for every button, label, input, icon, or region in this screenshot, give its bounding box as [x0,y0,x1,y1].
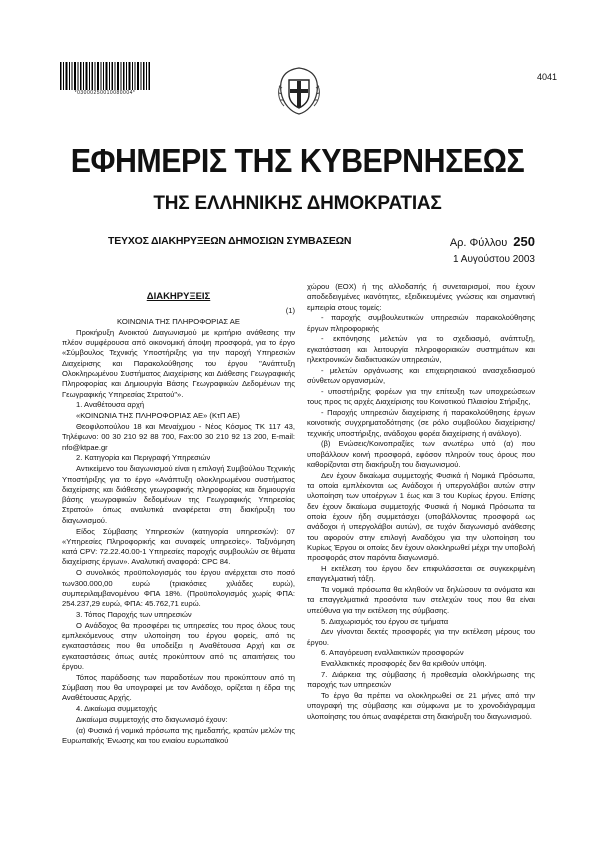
gazette-title: ΕΦΗΜΕΡΙΣ ΤΗΣ ΚΥΒΕΡΝΗΣΕΩΣ [70,142,525,179]
paragraph: 5. Διαχωρισμός του έργου σε τμήματα [321,616,449,626]
paragraph: «ΚΟΙΝΩΝΙΑ ΤΗΣ ΠΛΗΡΟΦΟΡΙΑΣ ΑΕ» (ΚτΠ ΑΕ) [76,411,240,421]
paragraph: Δεν γίνονται δεκτές προσφορές για την εκτέλεση μέρους του έργου. [307,627,535,647]
paragraph: 4. Δικαίωμα συμμετοχής [76,704,158,714]
right-column [307,282,535,722]
paragraph: - υποστήριξης φορέων για την επίτευξη των υποχρεώσεων τους προς τις αρχές Διαχείρισης του Κοινοτικού Πλαισίου Στήριξης, [307,386,535,407]
paragraph: Ο Ανάδοχος θα προσφέρει τις υπηρεσίες του προς όλους τους εμπλεκόμενους στην υλοποίηση του έργου φορείς, από τις εγκαταστάσεις που θα υποδείξει η Αναθέτουσα Αρχή και σε εγκαταστάσεις όπως αυτές προκύπτουν από τις απαιτήσεις του έργου. [62,620,295,671]
paragraph: - παροχής συμβουλευτικών υπηρεσιών παρακολούθησης έργων πληροφορικής [307,313,535,333]
paragraph: Προκήρυξη Ανοικτού Διαγωνισμού με κριτήριο ανάθεσης την πλέον συμφέρουσα από οικονομική άποψη προσφορά, για το έργο «Σύμβουλος Τεχνικής Υποστήριξης για την παροχή Υπηρεσιών Διαχείρισης και Παρακολούθησης του έργου "Ανάπτυξη Ολοκληρωμένου Συστήματος Διαχείρισης και Διάθεσης Γεωγραφικής Πληροφορίας και Δημιουργία Βάσης Γεωγραφικών Δεδομένων της Γεωγραφικής Υπηρεσίας Στρατού"». [62,327,295,399]
section-title: ΔΙΑΚΗΡΥΞΕΙΣ [146,291,211,302]
paragraph: Δεν έχουν δικαίωμα συμμετοχής Φυσικά ή Νομικά Πρόσωπα, τα οποία εμπλέκονται ως Ανάδοχοι ή υπεργολάβοι αυτών στην υλοποίηση των υποέργων 1 έως και 3 του Κυρίως έργου. Επίσης δεν έχουν δικαίωμα συμμετοχής Φυσικά ή Νομικά Πρόσωπα τα οποία έχουν ήδη συμμετάσχει (υποβάλλοντας προσφορά ως ανάδοχοι ή υπεργολάβοι αυτών), σε τυχόν διαγωνισμό ανάθεσης του αφορούν στην επιλογή Αναδόχου για την υλοποίηση του Κυρίως Έργου οι οποίες δεν έχουν ολοκληρωθεί μέχρι την υποβολή προσφοράς στον παρόντα διαγωνισμό. [307,470,535,563]
issue-type: ΤΕΥΧΟΣ ΔΙΑΚΗΡΥΞΕΩΝ ΔΗΜΟΣΙΩΝ ΣΥΜΒΑΣΕΩΝ [108,235,352,247]
paragraph: 2. Κατηγορία και Περιγραφή Υπηρεσιών [76,453,211,463]
sheet-label: Αρ. Φύλλου [449,237,508,249]
paragraph: Είδος Σύμβασης Υπηρεσιών (κατηγορία υπηρεσιών): 07 «Υπηρεσίες Πληροφορικής και συναφείς υπηρεσίες». Ταξινόμηση κατά CPV: 72.22.40.00-1 Υπηρεσίες παροχής συμβουλών σε θέματα διαχείρισης έργων». Αναλυτική αναφορά: CPC 84. [62,526,295,567]
paragraph: Εναλλακτικές προσφορές δεν θα κριθούν υπόψη. [321,659,487,669]
paragraph: Ο συνολικός προϋπολογισμός του έργου ανέρχεται στο ποσό των300.000,00 ευρώ (τριακόσιες χιλιάδες ευρώ), συμπεριλαμβανομένου ΦΠΑ 18%. (Προϋπολογισμός χωρίς ΦΠΑ: 254.237,29 ευρώ, ΦΠΑ: 45.762,71 ευρώ. [62,568,295,609]
paragraph: Δικαίωμα συμμετοχής στο διαγωνισμό έχουν: [76,714,228,724]
paragraph: Η εκτέλεση του έργου δεν επιφυλάσσεται σε συγκεκριμένη επαγγελματική τάξη. [307,564,535,584]
left-column [62,292,295,747]
paragraph: Θεοφιλοπούλου 18 και Μεναίχμου - Νέος Κόσμος ΤΚ 117 43, Τηλέφωνο: 00 30 210 92 88 700, Fax:00 30 210 92 13 200, E-mail: nfo@ktpae.gr [62,422,295,452]
paragraph: - εκπόνησης μελετών για το σχεδιασμό, ανάπτυξη, εγκατάσταση και λειτουργία πληροφοριακών συστημάτων και ηλεκτρονικών διαδικτυακών υπηρεσιών, [307,334,535,365]
paragraph: (β) Ενώσεις/Κοινοπραξίες των ανωτέρω υπό (α) που υποβάλλουν κοινή προσφορά, εφόσον πληρούν τους όρους που καθορίζονται στη διακήρυξη του διαγωνισμού. [307,439,535,470]
paragraph: 1. Αναθέτουσα αρχή [76,400,145,410]
paragraph: χώρου (ΕΟΧ) ή της αλλοδαπής ή συνεταιρισμοί, που έχουν αποδεδειγμένες ικανότητες, εξειδικευμένες γνώσεις και σημαντική εμπειρία στους τομείς: [307,282,535,312]
paragraph: 3. Τόπος Παροχής των υπηρεσιών [76,609,192,619]
paragraph: - μελετών οργάνωσης και επιχειρησιακού ανασχεδιασμού σύνθετων οργανισμών, [307,365,535,386]
paragraph: 6. Απαγόρευση εναλλακτικών προσφορών [321,648,464,658]
paragraph: Το έργο θα πρέπει να ολοκληρωθεί σε 21 μήνες από την υπογραφή της σύμβασης και σύμφωνα με το χρονοδιάγραμμα υλοποίησης του όπως αναφέρεται στη διακήρυξη του διαγωνισμού. [307,691,535,721]
barcode-number: *03000250010080004* [74,90,136,96]
paragraph: (α) Φυσικά ή νομικά πρόσωπα της ημεδαπής, κρατών μελών της Ευρωπαϊκής Ένωσης και του ενιαίου ευρωπαϊκού [62,725,295,745]
paragraph: 7. Διάρκεια της σύμβασης ή προθεσμία ολοκλήρωσης της παροχής των υπηρεσιών [307,669,535,690]
barcode-image [60,62,150,90]
issue-date: 1 Αυγούστου 2003 [453,254,535,265]
paragraph: - Παροχής υπηρεσιών διαχείρισης ή παρακολούθησης έργων κοινοτικής συγχρηματοδότησης (σε ρόλο συμβούλου διαχείρισης/τεχνικής υποστήριξης, ανάδοχου φορέα διαχείρισης ή ανάλογο). [307,408,535,438]
gazette-subtitle: ΤΗΣ ΕΛΛΗΝΙΚΗΣ ΔΗΜΟΚΡΑΤΙΑΣ [153,193,442,214]
notice-ref: (1) [285,306,295,316]
greek-coat-of-arms-icon [271,62,327,118]
paragraph: Αντικείμενο του διαγωνισμού είναι η επιλογή Συμβούλου Τεχνικής Υποστήριξης για το έργο «Ανάπτυξη ολοκληρωμένου συστήματος διαχείρισης και διάθεσης γεωγραφικής πληροφορίας και δημιουργία βάσης γεωγραφικών δεδομένων της Γεωγραφικής Υπηρεσίας Στρατού» όπως αναλυτικά αναφέρεται στη διακήρυξη του διαγωνισμού. [62,464,295,525]
sheet-number-block [450,234,535,249]
paragraph: Τα νομικά πρόσωπα θα κληθούν να δηλώσουν τα ονόματα και τα επαγγελματικά προσόντα των στελεχών τους που θα είναι υπεύθυνα για την εκτέλεση της σύμβασης. [307,585,535,615]
paragraph: Τόπος παράδοσης των παραδοτέων που προκύπτουν από τη Σύμβαση που θα υπογραφεί με τον Ανάδοχο, ορίζεται η έδρα της Αναθέτουσας Αρχής. [62,672,295,703]
sheet-number: 250 [513,234,535,249]
organization-name: ΚΟΙΝΩΝΙΑ ΤΗΣ ΠΛΗΡΟΦΟΡΙΑΣ ΑΕ [117,317,240,327]
page-number: 4041 [536,72,557,82]
